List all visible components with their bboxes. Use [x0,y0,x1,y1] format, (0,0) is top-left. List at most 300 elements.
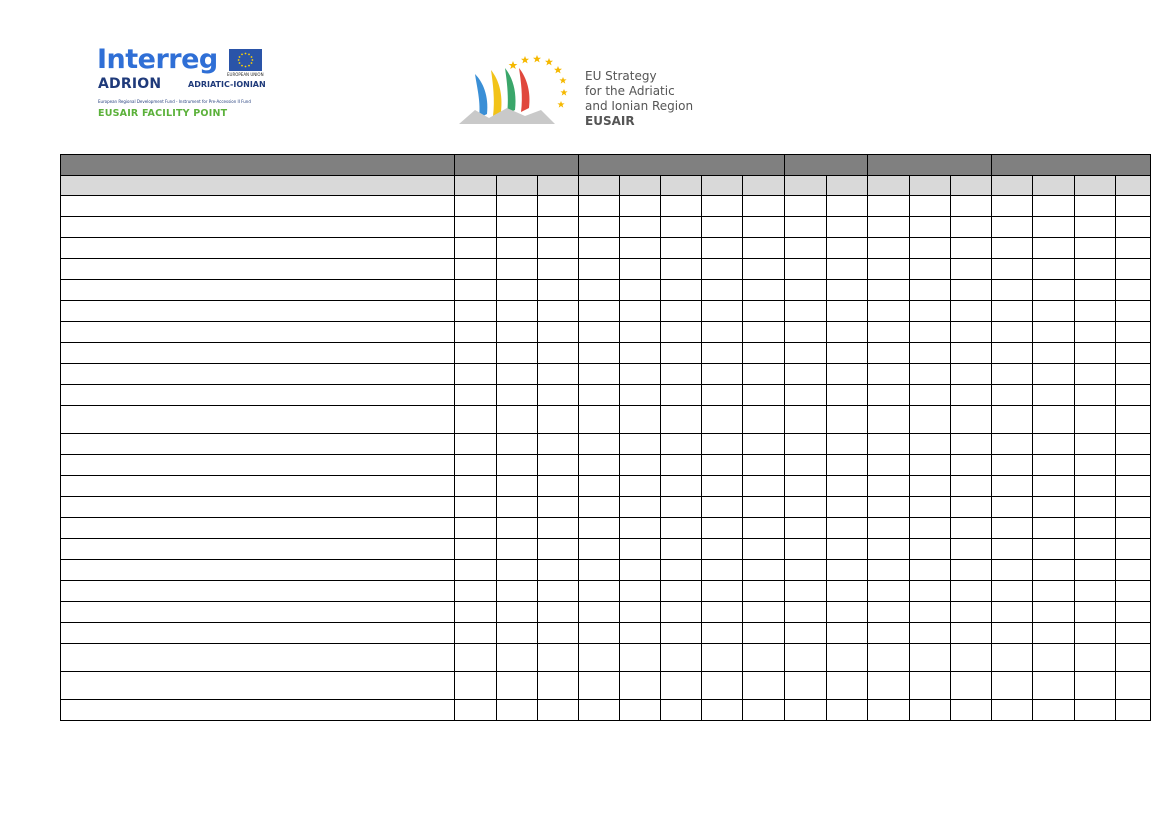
row-label-cell [61,700,455,721]
table-cell [867,497,909,518]
table-cell [1074,560,1115,581]
table-cell [992,602,1033,623]
table-cell [702,434,743,455]
table-cell [826,560,867,581]
table-cell [661,497,702,518]
table-cell [826,301,867,322]
table-cell [784,364,826,385]
table-cell [619,280,660,301]
table-cell [537,644,578,672]
row-label-cell [61,539,455,560]
eusair-logo [455,52,695,128]
row-label-cell [61,623,455,644]
table-cell [537,280,578,301]
table-cell [578,560,619,581]
table-cell [578,518,619,539]
table-cell [826,434,867,455]
table-cell [743,602,784,623]
table-cell [1074,364,1115,385]
row-label-cell [61,434,455,455]
table-cell [826,539,867,560]
table-cell [1074,497,1115,518]
table-cell [702,343,743,364]
table-cell [578,476,619,497]
table-cell [784,434,826,455]
table-cell [702,700,743,721]
row-label-cell [61,364,455,385]
table-cell [578,602,619,623]
table-cell [1033,560,1074,581]
table-cell [661,280,702,301]
table-cell [661,385,702,406]
table-cell [619,700,660,721]
table-cell [867,343,909,364]
table-cell [496,238,537,259]
table-cell [910,476,951,497]
table-cell [910,700,951,721]
table-cell [867,602,909,623]
column-header-cell [702,176,743,196]
table-cell [951,385,992,406]
table-cell [455,700,496,721]
table-cell [496,217,537,238]
table-cell [951,301,992,322]
table-cell [1033,406,1074,434]
table-cell [743,259,784,280]
table-cell [702,280,743,301]
table-cell [992,322,1033,343]
table-cell [910,581,951,602]
table-cell [784,406,826,434]
table-cell [537,259,578,280]
table-cell [1074,259,1115,280]
table-cell [537,560,578,581]
row-label-cell [61,322,455,343]
table-cell [784,623,826,644]
column-header-cell [743,176,784,196]
table-cell [992,581,1033,602]
table-cell [867,623,909,644]
table-cell [619,518,660,539]
table-cell [661,301,702,322]
table-cell [910,518,951,539]
table-cell [537,539,578,560]
table-cell [702,301,743,322]
row-label-cell [61,343,455,364]
table-cell [661,434,702,455]
table-cell [826,196,867,217]
table-cell [1074,196,1115,217]
table-cell [702,322,743,343]
table-cell [455,364,496,385]
table-cell [496,343,537,364]
table-cell [1033,497,1074,518]
table-cell [992,434,1033,455]
table-cell [867,280,909,301]
table-cell [619,476,660,497]
interreg-adrion-logo [94,44,274,124]
row-label-cell [61,280,455,301]
table-cell [537,406,578,434]
table-cell [951,518,992,539]
table-row [61,434,1151,455]
table-cell [661,560,702,581]
table-cell [1115,560,1150,581]
table-cell [619,259,660,280]
table-cell [578,385,619,406]
table-cell [1033,518,1074,539]
table-cell [702,217,743,238]
table-cell [992,259,1033,280]
table-cell [743,623,784,644]
table-cell [702,385,743,406]
row-label-cell [61,385,455,406]
table-cell [992,497,1033,518]
table-cell [619,301,660,322]
table-cell [910,406,951,434]
table-cell [826,455,867,476]
table-cell [867,238,909,259]
table-cell [496,259,537,280]
table-cell [537,672,578,700]
table-cell [496,497,537,518]
table-cell [910,644,951,672]
table-cell [1074,343,1115,364]
program-region: ADRIATIC-IONIAN [188,80,266,89]
table-cell [661,406,702,434]
table-cell [992,217,1033,238]
table-cell [992,238,1033,259]
table-cell [661,259,702,280]
table-cell [951,196,992,217]
program-name: ADRION [98,76,162,92]
table-cell [1115,238,1150,259]
eusair-line-1: EU Strategy [585,69,657,83]
table-cell [455,455,496,476]
table-cell [537,238,578,259]
table-cell [619,322,660,343]
column-header-cell [826,176,867,196]
table-cell [951,497,992,518]
column-header-cell [867,176,909,196]
table-cell [496,518,537,539]
table-cell [578,497,619,518]
table-cell [784,455,826,476]
row-label-cell [61,217,455,238]
table-cell [951,602,992,623]
table-cell [702,406,743,434]
table-cell [1033,700,1074,721]
table-cell [702,581,743,602]
table-cell [784,343,826,364]
table-cell [992,539,1033,560]
table-cell [826,238,867,259]
table-row [61,581,1151,602]
table-row [61,280,1151,301]
table-row [61,301,1151,322]
row-label-cell [61,672,455,700]
table-cell [1115,364,1150,385]
table-cell [702,476,743,497]
table-cell [910,539,951,560]
row-label-cell [61,644,455,672]
table-cell [992,476,1033,497]
table-cell [537,476,578,497]
table-cell [496,301,537,322]
table-cell [867,539,909,560]
group-header-cell [455,155,578,176]
table-cell [619,497,660,518]
table-cell [578,672,619,700]
table-cell [743,672,784,700]
table-cell [867,322,909,343]
table-cell [496,196,537,217]
table-cell [784,196,826,217]
table-cell [951,238,992,259]
table-cell [910,385,951,406]
table-cell [455,238,496,259]
table-cell [537,196,578,217]
table-row [61,644,1151,672]
table-cell [455,602,496,623]
column-header-cell [661,176,702,196]
table-cell [578,406,619,434]
column-header-cell [784,176,826,196]
table-cell [1033,539,1074,560]
table-cell [992,406,1033,434]
table-cell [826,623,867,644]
table-cell [826,497,867,518]
table-row [61,343,1151,364]
table-cell [743,280,784,301]
table-cell [537,623,578,644]
table-cell [1074,476,1115,497]
table-cell [455,581,496,602]
row-label-cell [61,476,455,497]
table-cell [910,497,951,518]
table-cell [1115,602,1150,623]
column-header-cell [1033,176,1074,196]
table-cell [702,644,743,672]
table-cell [910,455,951,476]
table-cell [910,623,951,644]
table-row [61,364,1151,385]
table-cell [826,644,867,672]
table-cell [661,455,702,476]
table-cell [1033,644,1074,672]
table-cell [910,434,951,455]
table-cell [702,623,743,644]
table-cell [1074,301,1115,322]
table-cell [496,644,537,672]
table-cell [784,476,826,497]
table-cell [578,644,619,672]
table-cell [743,581,784,602]
table-cell [951,322,992,343]
table-cell [537,497,578,518]
table-cell [455,434,496,455]
table-cell [702,602,743,623]
table-cell [455,301,496,322]
table-cell [826,406,867,434]
row-label-cell [61,497,455,518]
table-cell [661,518,702,539]
table-cell [951,280,992,301]
table-cell [619,672,660,700]
table-cell [1074,385,1115,406]
table-cell [496,672,537,700]
table-cell [702,497,743,518]
table-cell [992,623,1033,644]
table-cell [1115,280,1150,301]
table-cell [826,364,867,385]
table-cell [867,581,909,602]
table-cell [661,217,702,238]
table-cell [743,560,784,581]
table-cell [1033,259,1074,280]
column-header-cell [455,176,496,196]
table-cell [537,301,578,322]
table-cell [951,476,992,497]
table-cell [743,196,784,217]
table-cell [784,700,826,721]
table-cell [1115,539,1150,560]
table-cell [496,476,537,497]
table-cell [784,259,826,280]
table-cell [702,539,743,560]
table-cell [867,672,909,700]
table-cell [826,259,867,280]
table-cell [992,455,1033,476]
eusair-mark-icon [455,52,580,128]
table-cell [867,364,909,385]
table-row [61,518,1151,539]
table-cell [619,196,660,217]
table-cell [784,602,826,623]
table-cell [661,581,702,602]
table-cell [826,217,867,238]
table-cell [826,700,867,721]
table-cell [578,364,619,385]
table-cell [910,259,951,280]
table-cell [1074,217,1115,238]
table-cell [578,196,619,217]
table-cell [1115,322,1150,343]
table-cell [455,560,496,581]
table-cell [1074,518,1115,539]
table-cell [496,700,537,721]
table-cell [455,623,496,644]
table-cell [743,644,784,672]
table-cell [1115,581,1150,602]
table-cell [1074,434,1115,455]
table-cell [1033,280,1074,301]
table-row [61,560,1151,581]
table-cell [619,238,660,259]
table-cell [867,434,909,455]
table-cell [951,343,992,364]
table-cell [867,476,909,497]
table-cell [1033,602,1074,623]
table-cell [784,322,826,343]
row-label-cell [61,196,455,217]
table-cell [1074,455,1115,476]
table-cell [1115,343,1150,364]
table-cell [1074,581,1115,602]
table-cell [661,238,702,259]
group-header-cell [784,155,867,176]
row-label-cell [61,406,455,434]
table-cell [867,301,909,322]
eusair-line-2: for the Adriatic [585,84,675,98]
table-cell [578,700,619,721]
table-cell [537,434,578,455]
table-cell [743,322,784,343]
row-label-cell [61,560,455,581]
table-cell [951,672,992,700]
table-cell [702,560,743,581]
table-cell [1033,385,1074,406]
table-row [61,700,1151,721]
row-label-cell [61,518,455,539]
table-cell [578,343,619,364]
table-cell [1115,455,1150,476]
column-header-cell [496,176,537,196]
fund-caption: European Regional Development Fund - Instrument for Pre-Accession II Fund [98,99,251,104]
table-cell [619,539,660,560]
table-cell [661,343,702,364]
table-cell [455,385,496,406]
table-cell [537,455,578,476]
group-header-cell [867,155,991,176]
table-row [61,672,1151,700]
table-cell [455,539,496,560]
table-cell [951,434,992,455]
table-cell [455,497,496,518]
table-cell [702,196,743,217]
table-cell [578,301,619,322]
table-cell [992,385,1033,406]
table-cell [702,672,743,700]
column-header-cell [951,176,992,196]
table-cell [992,196,1033,217]
table-cell [1033,196,1074,217]
table-cell [1033,301,1074,322]
table-cell [1033,581,1074,602]
row-label-cell [61,238,455,259]
table-cell [951,217,992,238]
table-cell [661,644,702,672]
table-cell [951,364,992,385]
table-cell [1033,623,1074,644]
table-cell [826,322,867,343]
table-cell [1115,476,1150,497]
table-cell [455,343,496,364]
row-label-cell [61,581,455,602]
table-cell [826,602,867,623]
column-header-cell [1115,176,1150,196]
table-cell [455,217,496,238]
table-cell [951,700,992,721]
table-cell [867,560,909,581]
table-cell [1033,343,1074,364]
table-cell [619,623,660,644]
table-cell [743,364,784,385]
table-cell [1115,518,1150,539]
table-cell [1033,476,1074,497]
table-row [61,602,1151,623]
table-cell [826,476,867,497]
